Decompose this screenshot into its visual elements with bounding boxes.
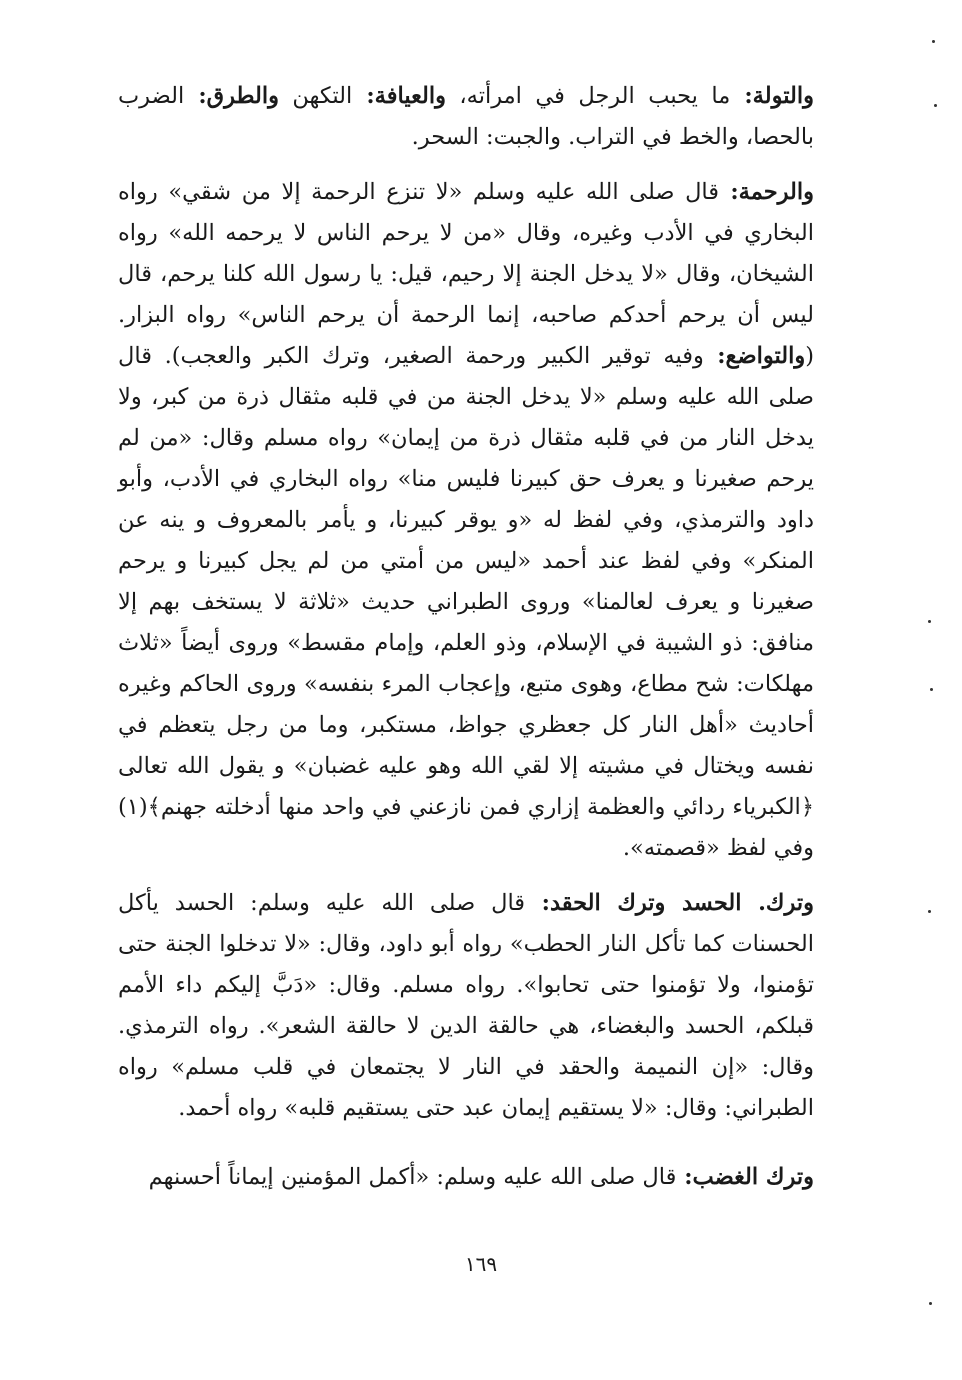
text-segment: وفيه توقير الكبير ورحمة الصغير، وترك الكبر والعجب). قال صلى الله عليه وسلم «لا يدخل الجنة من في قلبه مثقال ذرة من كبر، ولا يدخل النار من في قلبه مثقال ذرة من إيمان» رواه مسلم وقال: «من لم يرحم صغيرنا و يعرف حق كبيرنا فليس منا» رواه البخاري في الأدب، وأبو داود والترمذي، وفي لفظ له «و يوقر كبيرنا، و يأمر بالمعروف و ينه عن المنكر» وفي لفظ عند أحمد «ليس من أمتي من لم يجل كبيرنا و يرحم صغيرنا و يعرف لعالمنا» وروى الطبراني حديث «ثلاثة لا يستخف بهم إلا منافق: ذو الشيبة في الإسلام، وذو العلم، وإمام مقسط» وروى أيضاً «ثلاث مهلكات: شح مطاع، وهوى متبع، وإعجاب المرء بنفسه» وروى الحاكم وغيره أحاديث «أهل النار كل جعظري جواظ، مستكبر، وما من رجل يتعظم في نفسه ويختال في مشيته إلا لقي الله وهو عليه غضبان» و يقول الله تعالى ﴿الكبرياء ردائي والعظمة إزاري فمن نازعني في واحد منها أدخلته جهنم﴾(١) وفي لفظ «قصمته». — [118, 343, 814, 861]
scan-speck — [930, 688, 933, 691]
scan-speck — [934, 104, 937, 107]
term-hasad: وترك. الحسد وترك الحقد: — [525, 890, 814, 916]
term-ghadab: وترك الغضب: — [676, 1164, 814, 1190]
scan-speck — [928, 620, 931, 623]
text-segment: التكهن — [278, 83, 353, 109]
paragraph-tiwala — [118, 76, 814, 158]
paragraph-rahma — [118, 172, 814, 869]
paragraph-ghadab — [118, 1157, 814, 1198]
text-segment: قال صلى الله عليه وسلم: الحسد يأكل الحسنات كما تأكل النار الحطب» رواه أبو داود، وقال: «لا تدخلوا الجنة حتى تؤمنوا، ولا تؤمنوا حتى تحابوا». رواه مسلم. وقال: «دَبَّ إليكم داء الأمم قبلكم، الحسد والبغضاء، هي حالقة الدين لا حالقة الشعر». رواه الترمذي. وقال: «إن النميمة والحقد في النار لا يجتمعان في قلب مسلم» رواه الطبراني: وقال: «لا يستقيم إيمان عبد حتى يستقيم قلبه» رواه أحمد. — [118, 890, 814, 1121]
page-number: ١٦٩ — [464, 1252, 498, 1276]
page-body — [118, 76, 814, 1198]
term-tarq: والطرق: — [184, 83, 279, 109]
term-iyafa: والعيافة: — [352, 83, 446, 109]
scan-speck — [928, 910, 931, 913]
text-segment: الضرب بالحصا، والخط في التراب. والجبت: السحر. — [118, 83, 814, 150]
term-tiwala: والتولة: — [730, 83, 814, 109]
term-rahma: والرحمة: — [719, 179, 814, 205]
paragraph-hasad — [118, 883, 814, 1129]
scan-speck — [929, 1302, 932, 1305]
text-segment: قال صلى الله عليه وسلم «لا تنزع الرحمة إلا من شقي» رواه البخاري في الأدب وغيره، وقال «من لا يرحم الناس لا يرحمه الله» رواه الشيخان، وقال «لا يدخل الجنة إلا رحيم، قيل: يا رسول الله كلنا يرحم، قال ليس أن يرحم أحدكم صاحبه، إنما الرحمة أن يرحم الناس» رواه البزار. ( — [118, 179, 814, 369]
text-segment: قال صلى الله عليه وسلم: «أكمل المؤمنين إيماناً أحسنهم — [148, 1164, 677, 1190]
text-segment: ما يحبب الرجل في امرأته، — [445, 83, 731, 109]
scan-speck — [932, 40, 935, 43]
term-tawadu: والتواضع: — [703, 343, 806, 369]
